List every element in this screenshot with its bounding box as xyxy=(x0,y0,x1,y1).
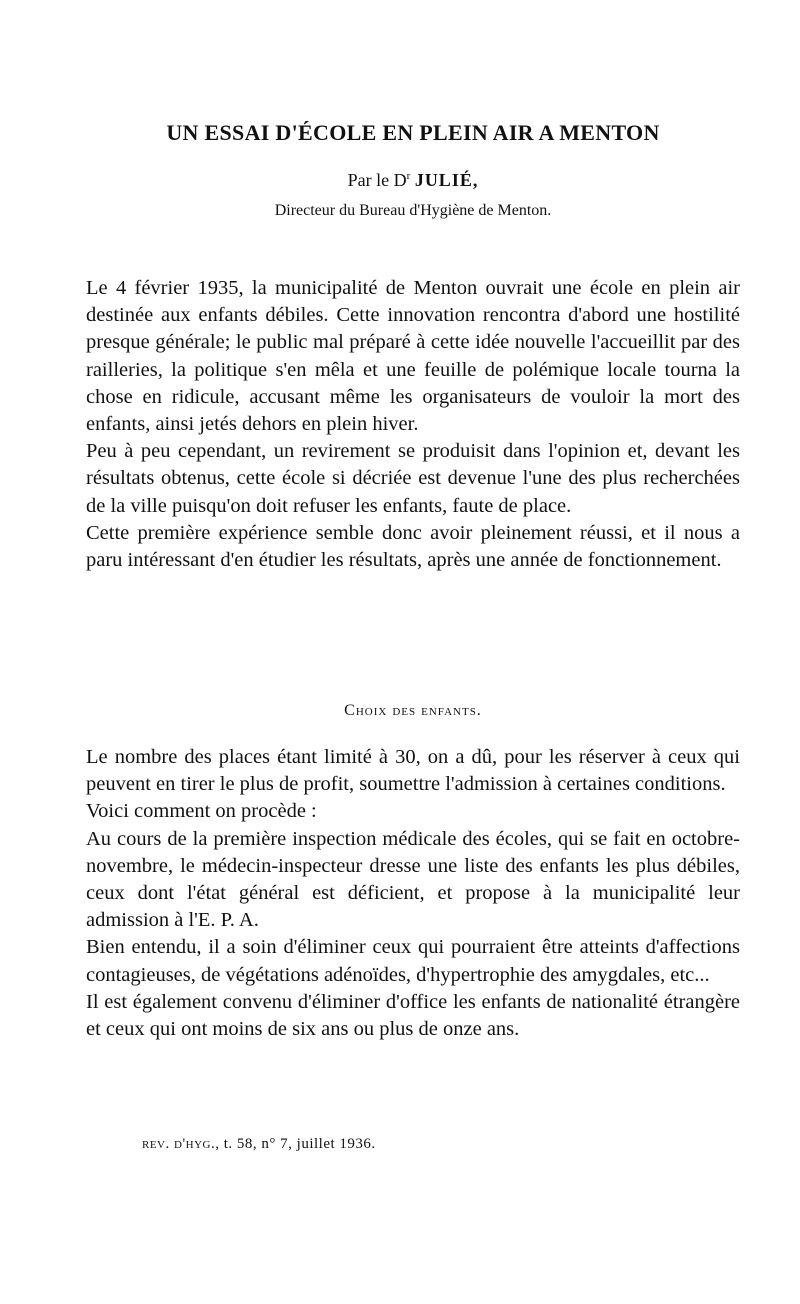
paragraph: Cette première expérience semble donc avoir pleinement réussi, et il nous a paru intéressant d'en étudier les résultats, après une année de fonctionnement. xyxy=(86,521,740,572)
paragraph: Voici comment on procède : xyxy=(86,800,317,823)
journal-name: rev. d'hyg., xyxy=(142,1136,220,1152)
paragraph: Bien entendu, il a soin d'éliminer ceux qui pourraient être atteints d'affections contagieuses, de végétations adénoïdes, d'hypertrophie des amygdales, etc... xyxy=(86,936,740,986)
byline-prefix: Par le D xyxy=(347,170,407,190)
article-title: UN ESSAI D'ÉCOLE EN PLEIN AIR A MENTON xyxy=(166,120,660,145)
choice-section xyxy=(86,744,740,1043)
intro-section xyxy=(86,275,740,574)
section-heading: Choix des enfants. xyxy=(344,702,482,719)
author-affiliation: Directeur du Bureau d'Hygiène de Menton. xyxy=(274,202,552,219)
paragraph: Le 4 février 1935, la municipalité de Menton ouvrait une école en plein air destinée aux enfants débiles. Cette innovation rencontra d'abord une hostilité presque générale; le public mal préparé à cette idée nouvelle l'accueillit par des railleries, la politique s'en mêla et une feuille de polémique locale tourna la chose en ridicule, accusant même les organisateurs de vouloir la mort des enfants, ainsi jetés dehors en plein hiver. xyxy=(86,277,740,436)
author-name: JULIÉ, xyxy=(414,170,479,190)
journal-reference xyxy=(142,1136,376,1153)
paragraph: Le nombre des places étant limité à 30, on a dû, pour les réserver à ceux qui peuvent en tirer le plus de profit, soumettre l'admission à certaines conditions. xyxy=(86,746,740,796)
byline-sup: r xyxy=(406,170,411,182)
paragraph: Il est également convenu d'éliminer d'office les enfants de nationalité étrangère et ceux qui ont moins de six ans ou plus de onze ans. xyxy=(86,990,740,1041)
paragraph: Au cours de la première inspection médicale des écoles, qui se fait en octobre-novembre, le médecin-inspecteur dresse une liste des enfants les plus débiles, ceux dont l'état général est déficient, et propose à la municipalité leur admission à l'E. P. A. xyxy=(86,827,740,932)
byline xyxy=(86,170,740,191)
journal-volume: t. 58, n° 7, juillet 1936. xyxy=(223,1136,376,1152)
paragraph: Peu à peu cependant, un revirement se produisit dans l'opinion et, devant les résultats obtenus, cette école si décriée est devenue l'une des plus recherchées de la ville puisqu'on doit refuser les enfants, faute de place. xyxy=(86,440,740,517)
